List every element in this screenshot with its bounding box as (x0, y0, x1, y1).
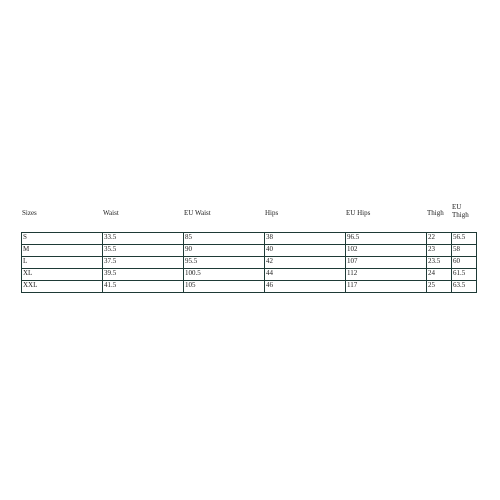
size-table (21, 232, 477, 293)
cell-hips: 46 (265, 281, 346, 293)
header-sizes: Sizes (22, 209, 37, 217)
cell-eu-thigh: 61.5 (452, 269, 477, 281)
cell-waist: 39.5 (103, 269, 184, 281)
cell-hips: 44 (265, 269, 346, 281)
table-row (22, 245, 477, 257)
cell-eu-thigh: 60 (452, 257, 477, 269)
cell-eu-hips: 112 (346, 269, 427, 281)
cell-size: S (22, 233, 103, 245)
cell-waist: 41.5 (103, 281, 184, 293)
cell-waist: 33.5 (103, 233, 184, 245)
header-eu-waist: EU Waist (184, 209, 211, 217)
cell-size: M (22, 245, 103, 257)
cell-thigh: 23.5 (427, 257, 452, 269)
cell-eu-hips: 96.5 (346, 233, 427, 245)
cell-eu-thigh: 63.5 (452, 281, 477, 293)
table-row (22, 269, 477, 281)
cell-hips: 38 (265, 233, 346, 245)
cell-eu-thigh: 58 (452, 245, 477, 257)
header-thigh: Thigh (427, 209, 444, 217)
header-eu-hips: EU Hips (346, 209, 371, 217)
cell-eu-waist: 105 (184, 281, 265, 293)
header-eu-thigh: EU Thigh (452, 203, 469, 219)
cell-size: XL (22, 269, 103, 281)
cell-eu-hips: 102 (346, 245, 427, 257)
cell-eu-waist: 85 (184, 233, 265, 245)
cell-hips: 40 (265, 245, 346, 257)
cell-eu-waist: 100.5 (184, 269, 265, 281)
header-waist: Waist (103, 209, 119, 217)
table-row (22, 281, 477, 293)
cell-waist: 37.5 (103, 257, 184, 269)
cell-size: XXL (22, 281, 103, 293)
cell-thigh: 24 (427, 269, 452, 281)
cell-eu-waist: 90 (184, 245, 265, 257)
cell-waist: 35.5 (103, 245, 184, 257)
cell-eu-hips: 117 (346, 281, 427, 293)
cell-eu-waist: 95.5 (184, 257, 265, 269)
table-row (22, 233, 477, 245)
cell-thigh: 22 (427, 233, 452, 245)
cell-hips: 42 (265, 257, 346, 269)
cell-size: L (22, 257, 103, 269)
cell-eu-thigh: 56.5 (452, 233, 477, 245)
cell-thigh: 23 (427, 245, 452, 257)
header-hips: Hips (265, 209, 279, 217)
cell-thigh: 25 (427, 281, 452, 293)
table-row (22, 257, 477, 269)
cell-eu-hips: 107 (346, 257, 427, 269)
